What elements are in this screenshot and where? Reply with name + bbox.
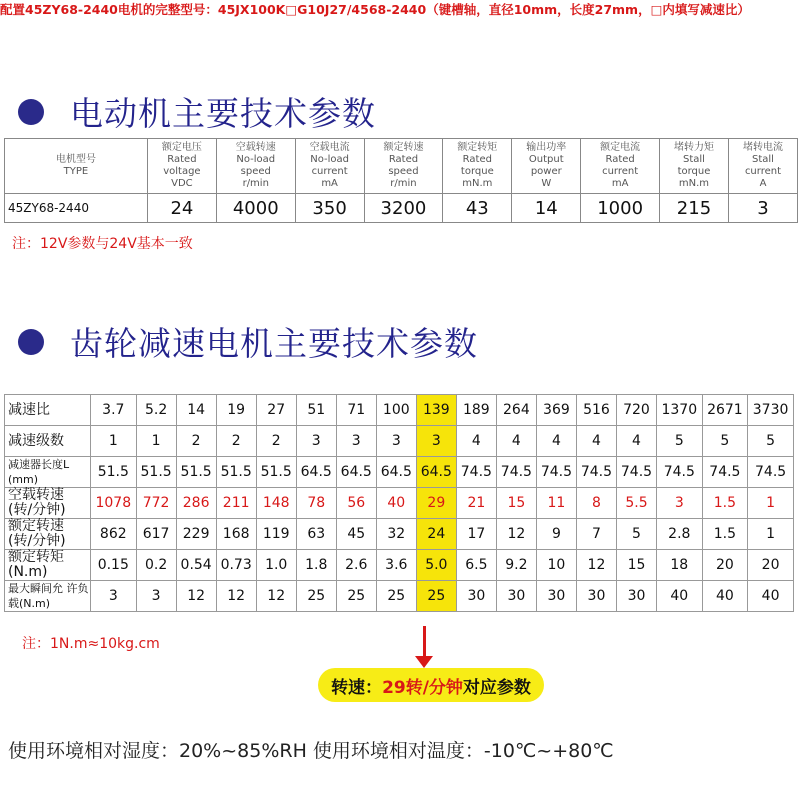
table-row <box>5 581 794 612</box>
table-cell: 64.5 <box>416 457 456 488</box>
table-cell: 1370 <box>657 395 703 426</box>
table-cell: 12 <box>576 550 616 581</box>
table-cell: 71 <box>336 395 376 426</box>
section-title-motor <box>18 88 376 135</box>
table-cell: 617 <box>136 519 176 550</box>
table-cell: 15 <box>616 550 656 581</box>
bullet-icon <box>18 99 44 125</box>
table-cell: 25 <box>296 581 336 612</box>
table-cell: 4 <box>456 426 496 457</box>
table-cell: 720 <box>616 395 656 426</box>
table-cell: 5 <box>616 519 656 550</box>
table-cell: 3.6 <box>376 550 416 581</box>
table-cell: 5 <box>657 426 703 457</box>
table-cell: 2.8 <box>657 519 703 550</box>
table-cell: 1 <box>748 519 794 550</box>
header-line: current <box>311 166 348 177</box>
table-cell: 24 <box>147 194 216 223</box>
table-cell: 100 <box>376 395 416 426</box>
header-line: Stall <box>752 154 774 165</box>
header-line: Rated <box>388 154 419 165</box>
table-cell: 17 <box>456 519 496 550</box>
table-cell: 2 <box>256 426 296 457</box>
header-line: mA <box>611 178 629 189</box>
table-cell: 64.5 <box>296 457 336 488</box>
config-model-line: 配置45ZY68-2440电机的完整型号：45JX100K□G10J27/4568-2440（键槽轴，直径10mm，长度27mm，□内填写减速比） <box>0 2 750 17</box>
table-cell: 51.5 <box>91 457 137 488</box>
table-cell: 64.5 <box>336 457 376 488</box>
table-cell: 14 <box>176 395 216 426</box>
header-line: 输出功率 <box>526 142 567 153</box>
gear-spec-table <box>4 394 794 612</box>
table-cell: 2 <box>216 426 256 457</box>
header-line: torque <box>460 166 494 177</box>
table-cell: 45ZY68-2440 <box>5 194 148 223</box>
table-cell: 19 <box>216 395 256 426</box>
table-cell: 5.5 <box>616 488 656 519</box>
table-cell: 21 <box>456 488 496 519</box>
table-row <box>5 194 798 223</box>
header-line: W <box>541 178 552 189</box>
header-line: r/min <box>242 178 269 189</box>
table-cell: 45 <box>336 519 376 550</box>
header-cell <box>216 139 295 194</box>
row-label: 最大瞬间允 许负载(N.m) <box>5 581 91 612</box>
table-cell: 30 <box>496 581 536 612</box>
row-label: 减速器长度L (mm) <box>5 457 91 488</box>
header-line: voltage <box>163 166 201 177</box>
table-cell: 5 <box>748 426 794 457</box>
row-label: 额定转矩 (N.m) <box>5 550 91 581</box>
table-cell: 3730 <box>748 395 794 426</box>
table-cell: 78 <box>296 488 336 519</box>
header-line: r/min <box>390 178 417 189</box>
header-line: 空载电流 <box>309 142 350 153</box>
table-cell: 18 <box>657 550 703 581</box>
table-cell: 4 <box>616 426 656 457</box>
table-cell: 211 <box>216 488 256 519</box>
table-cell: 3 <box>136 581 176 612</box>
table-cell: 51 <box>296 395 336 426</box>
table-cell: 27 <box>256 395 296 426</box>
table-cell: 51.5 <box>256 457 296 488</box>
callout-highlight: 29转/分钟 <box>382 677 463 698</box>
header-cell <box>660 139 729 194</box>
table-cell: 12 <box>176 581 216 612</box>
table-cell: 10 <box>536 550 576 581</box>
table-cell: 3 <box>416 426 456 457</box>
table-row <box>5 550 794 581</box>
table-cell: 12 <box>216 581 256 612</box>
table-cell: 74.5 <box>616 457 656 488</box>
table-cell: 51.5 <box>216 457 256 488</box>
speed-callout <box>318 668 544 702</box>
table-cell: 11 <box>536 488 576 519</box>
section-title-text: 电动机主要技术参数 <box>70 94 376 133</box>
table-cell: 3.7 <box>91 395 137 426</box>
table-cell: 0.15 <box>91 550 137 581</box>
header-cell <box>512 139 581 194</box>
table-cell: 64.5 <box>376 457 416 488</box>
table-cell: 74.5 <box>496 457 536 488</box>
table-header-row <box>5 139 798 194</box>
table-cell: 1.5 <box>702 519 748 550</box>
header-line: 堵转力矩 <box>673 142 714 153</box>
table-cell: 29 <box>416 488 456 519</box>
table-row <box>5 426 794 457</box>
header-line: A <box>759 178 767 189</box>
table-cell: 4 <box>496 426 536 457</box>
table-cell: 1078 <box>91 488 137 519</box>
table-cell: 229 <box>176 519 216 550</box>
table-cell: 30 <box>456 581 496 612</box>
table-cell: 6.5 <box>456 550 496 581</box>
table-cell: 772 <box>136 488 176 519</box>
row-label: 空载转速 (转/分钟) <box>5 488 91 519</box>
table-cell: 3200 <box>364 194 443 223</box>
row-label: 额定转速 (转/分钟) <box>5 519 91 550</box>
table-cell: 43 <box>443 194 512 223</box>
table-cell: 189 <box>456 395 496 426</box>
callout-prefix: 转速： <box>331 677 383 698</box>
table-cell: 74.5 <box>536 457 576 488</box>
table-cell: 56 <box>336 488 376 519</box>
header-cell <box>364 139 443 194</box>
table-cell: 74.5 <box>657 457 703 488</box>
table-cell: 3 <box>296 426 336 457</box>
bullet-icon <box>18 329 44 355</box>
table-cell: 63 <box>296 519 336 550</box>
table-cell: 14 <box>512 194 581 223</box>
header-line: Output <box>528 154 564 165</box>
table-cell: 74.5 <box>456 457 496 488</box>
table-cell: 40 <box>376 488 416 519</box>
table-cell: 350 <box>295 194 364 223</box>
table-cell: 2.6 <box>336 550 376 581</box>
header-line: 堵转电流 <box>742 142 783 153</box>
table-cell: 12 <box>496 519 536 550</box>
header-line: Rated <box>605 154 635 165</box>
arrow-down-icon <box>415 656 433 668</box>
note-unit-conversion: 注：1N.m≈10kg.cm <box>22 636 160 652</box>
table-cell: 4 <box>576 426 616 457</box>
table-row <box>5 488 794 519</box>
row-label: 减速比 <box>5 395 91 426</box>
callout-suffix: 对应参数 <box>462 677 531 698</box>
table-cell: 862 <box>91 519 137 550</box>
table-cell: 32 <box>376 519 416 550</box>
table-cell: 1.5 <box>702 488 748 519</box>
table-cell: 20 <box>748 550 794 581</box>
table-cell: 5 <box>702 426 748 457</box>
table-cell: 25 <box>416 581 456 612</box>
environment-conditions: 使用环境相对湿度：20%~85%RH 使用环境相对温度：-10℃~+80℃ <box>8 740 614 762</box>
header-line: power <box>530 166 562 177</box>
table-cell: 30 <box>616 581 656 612</box>
table-cell: 51.5 <box>136 457 176 488</box>
table-cell: 369 <box>536 395 576 426</box>
header-line: speed <box>240 166 271 177</box>
table-cell: 74.5 <box>702 457 748 488</box>
arrow-line <box>423 626 426 660</box>
table-cell: 4000 <box>216 194 295 223</box>
table-cell: 25 <box>376 581 416 612</box>
header-line: Stall <box>683 154 705 165</box>
table-cell: 40 <box>657 581 703 612</box>
table-cell: 40 <box>748 581 794 612</box>
header-line: mN.m <box>462 178 493 189</box>
table-cell: 20 <box>702 550 748 581</box>
header-line: mN.m <box>678 178 710 189</box>
section-title-gear <box>18 318 478 365</box>
table-cell: 516 <box>576 395 616 426</box>
table-cell: 0.2 <box>136 550 176 581</box>
table-cell: 2671 <box>702 395 748 426</box>
header-cell <box>147 139 216 194</box>
table-cell: 264 <box>496 395 536 426</box>
header-line: 电机型号 <box>55 154 96 165</box>
table-cell: 3 <box>91 581 137 612</box>
table-row <box>5 395 794 426</box>
header-cell <box>295 139 364 194</box>
table-cell: 40 <box>702 581 748 612</box>
header-line: Rated <box>462 154 492 165</box>
table-cell: 25 <box>336 581 376 612</box>
table-cell: 4 <box>536 426 576 457</box>
header-line: 额定转速 <box>383 142 424 153</box>
table-cell: 286 <box>176 488 216 519</box>
table-cell: 215 <box>660 194 729 223</box>
table-cell: 1 <box>91 426 137 457</box>
header-line: Rated <box>167 154 197 165</box>
table-cell: 7 <box>576 519 616 550</box>
table-cell: 12 <box>256 581 296 612</box>
table-row <box>5 519 794 550</box>
header-cell <box>443 139 512 194</box>
table-cell: 1 <box>748 488 794 519</box>
section-title-text: 齿轮减速电机主要技术参数 <box>70 324 478 363</box>
header-cell <box>581 139 660 194</box>
table-cell: 74.5 <box>576 457 616 488</box>
table-cell: 9 <box>536 519 576 550</box>
header-line: TYPE <box>63 166 89 177</box>
table-cell: 15 <box>496 488 536 519</box>
table-cell: 30 <box>536 581 576 612</box>
table-cell: 74.5 <box>748 457 794 488</box>
header-line: 空载转速 <box>235 142 276 153</box>
table-cell: 0.73 <box>216 550 256 581</box>
header-line: current <box>602 166 639 177</box>
note-voltage: 注：12V参数与24V基本一致 <box>12 236 193 252</box>
header-line: current <box>744 166 782 177</box>
header-line: 额定转矩 <box>457 142 498 153</box>
table-cell: 3 <box>336 426 376 457</box>
header-line: torque <box>677 166 711 177</box>
table-cell: 0.54 <box>176 550 216 581</box>
row-label: 减速级数 <box>5 426 91 457</box>
table-cell: 1.0 <box>256 550 296 581</box>
table-row <box>5 457 794 488</box>
table-cell: 3 <box>728 194 797 223</box>
table-cell: 8 <box>576 488 616 519</box>
header-line: speed <box>388 166 419 177</box>
header-line: No-load <box>310 154 349 165</box>
header-cell <box>728 139 797 194</box>
table-cell: 1.8 <box>296 550 336 581</box>
table-cell: 24 <box>416 519 456 550</box>
header-line: VDC <box>171 178 193 189</box>
table-cell: 168 <box>216 519 256 550</box>
table-cell: 51.5 <box>176 457 216 488</box>
table-cell: 5.0 <box>416 550 456 581</box>
table-cell: 2 <box>176 426 216 457</box>
table-cell: 3 <box>657 488 703 519</box>
header-line: mA <box>321 178 338 189</box>
motor-spec-table <box>4 138 798 223</box>
table-cell: 139 <box>416 395 456 426</box>
table-cell: 5.2 <box>136 395 176 426</box>
table-cell: 1 <box>136 426 176 457</box>
table-cell: 3 <box>376 426 416 457</box>
table-cell: 148 <box>256 488 296 519</box>
header-line: 额定电压 <box>161 142 202 153</box>
header-line: 额定电流 <box>600 142 641 153</box>
table-cell: 9.2 <box>496 550 536 581</box>
header-line: No-load <box>236 154 276 165</box>
table-cell: 119 <box>256 519 296 550</box>
table-cell: 30 <box>576 581 616 612</box>
header-cell <box>5 139 148 194</box>
table-cell: 1000 <box>581 194 660 223</box>
